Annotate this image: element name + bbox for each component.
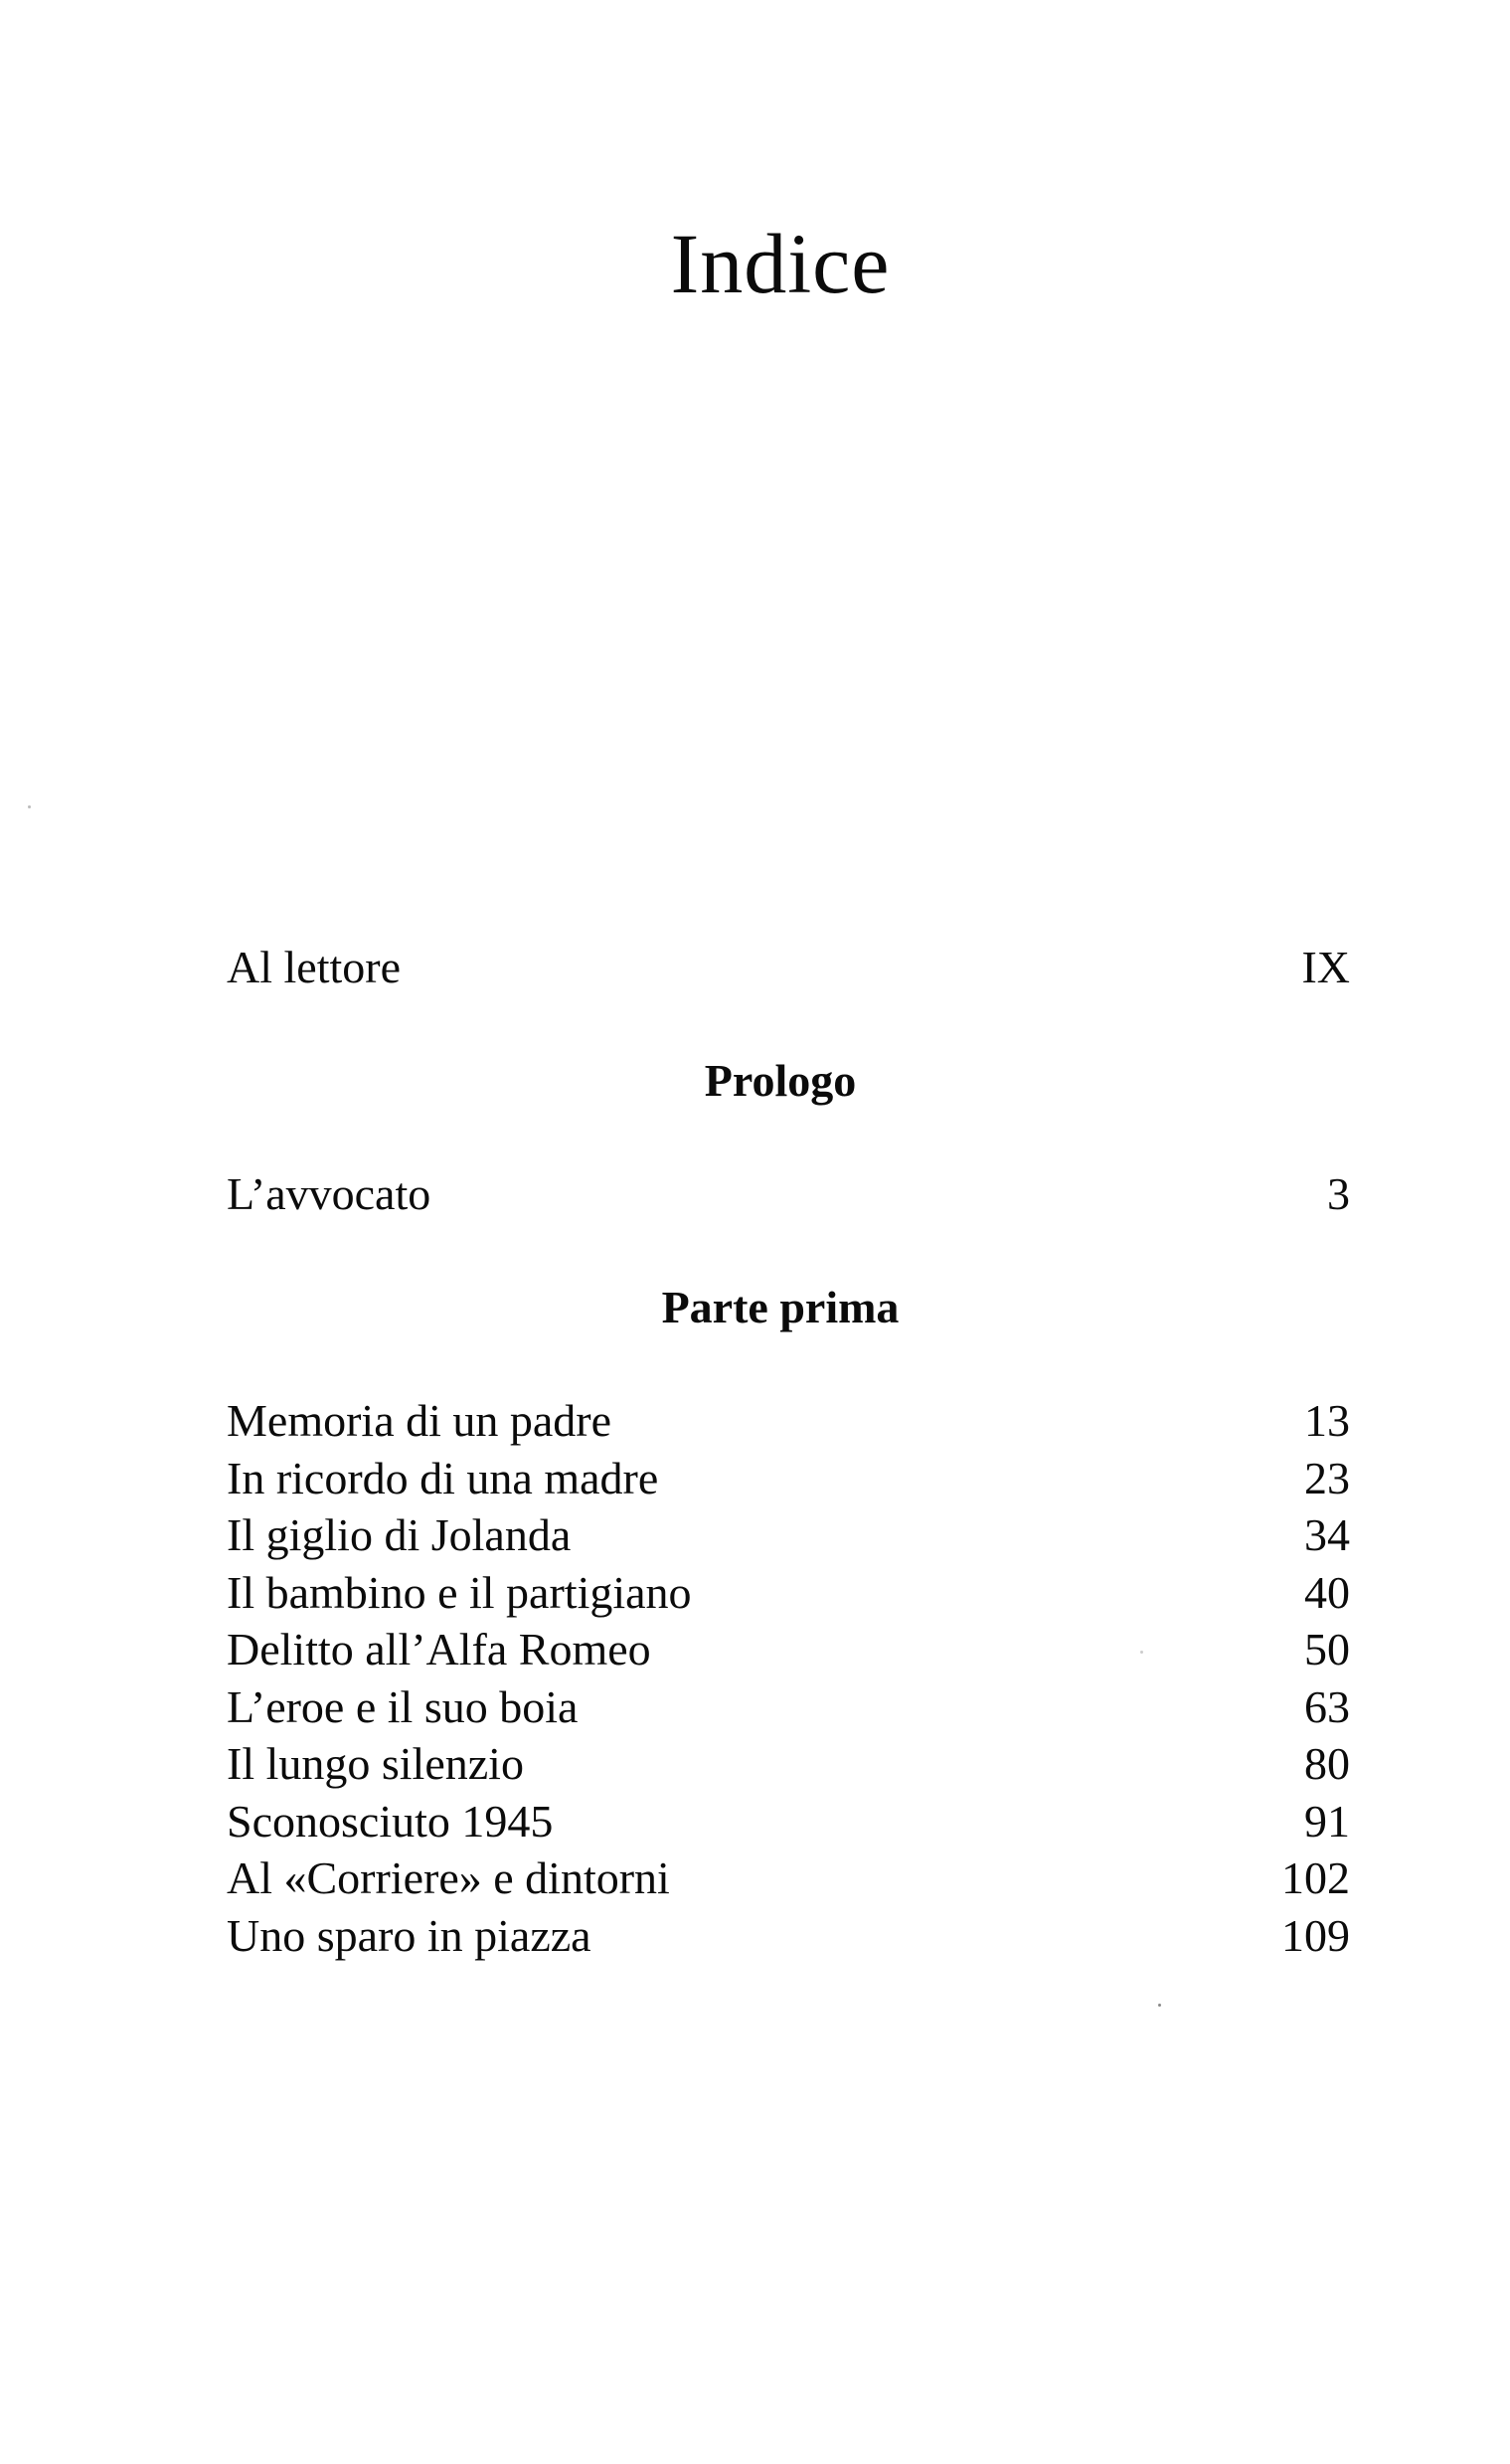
toc-entry-page: 102 (1281, 1852, 1350, 1903)
toc-entry (227, 1450, 1350, 1507)
toc-entry-label: Delitto all’Alfa Romeo (227, 1624, 651, 1674)
toc-entry-label: Memoria di un padre (227, 1395, 612, 1446)
toc-entry (227, 1564, 1350, 1622)
toc-entry-label: Il bambino e il partigiano (227, 1566, 692, 1618)
toc-entry-label: Il giglio di Jolanda (227, 1509, 572, 1560)
toc-entry-page: 80 (1304, 1738, 1350, 1789)
toc-entry-label: Il lungo silenzio (227, 1738, 524, 1789)
toc-entry-page: 34 (1304, 1509, 1350, 1560)
toc-entry-label: Uno sparo in piazza (227, 1909, 591, 1961)
toc-entry-page: 109 (1281, 1909, 1350, 1961)
scan-speck (1158, 2004, 1161, 2007)
toc-entry-al-lettore (227, 939, 1350, 995)
scan-speck (28, 805, 31, 808)
section-heading-parte-prima: Parte prima (661, 1282, 900, 1332)
toc-entry-page: 91 (1304, 1795, 1350, 1847)
toc-entry-label: L’eroe e il suo boia (227, 1680, 579, 1732)
toc-entry-page: 23 (1304, 1452, 1350, 1503)
toc-entry-page: 13 (1304, 1395, 1350, 1446)
page-title: Indice (670, 216, 891, 311)
toc-entry-label: Al «Corriere» e dintorni (227, 1852, 670, 1903)
toc-entry (227, 1793, 1350, 1850)
toc-entry-label: L’avvocato (227, 1168, 431, 1219)
toc-entry (227, 1392, 1350, 1450)
scan-speck (1140, 1651, 1143, 1654)
toc-entry (227, 1506, 1350, 1564)
toc-list-parte-prima (227, 1392, 1350, 1964)
toc-entry (227, 1735, 1350, 1793)
toc-entry-page: 50 (1304, 1624, 1350, 1674)
toc-entry-avvocato (227, 1165, 1350, 1222)
toc-entry-page: 63 (1304, 1680, 1350, 1732)
toc-entry (227, 1621, 1350, 1678)
toc-entry (227, 1907, 1350, 1965)
toc-entry-label: Al lettore (227, 942, 401, 992)
toc-entry-page: IX (1301, 942, 1350, 992)
toc-entry (227, 1849, 1350, 1907)
toc-entry-page: 40 (1304, 1566, 1350, 1618)
toc-entry (227, 1678, 1350, 1736)
toc-entry-label: In ricordo di una madre (227, 1452, 659, 1503)
toc-entry-page: 3 (1327, 1168, 1350, 1219)
toc-entry-label: Sconosciuto 1945 (227, 1795, 554, 1847)
section-heading-prologo: Prologo (704, 1055, 857, 1106)
